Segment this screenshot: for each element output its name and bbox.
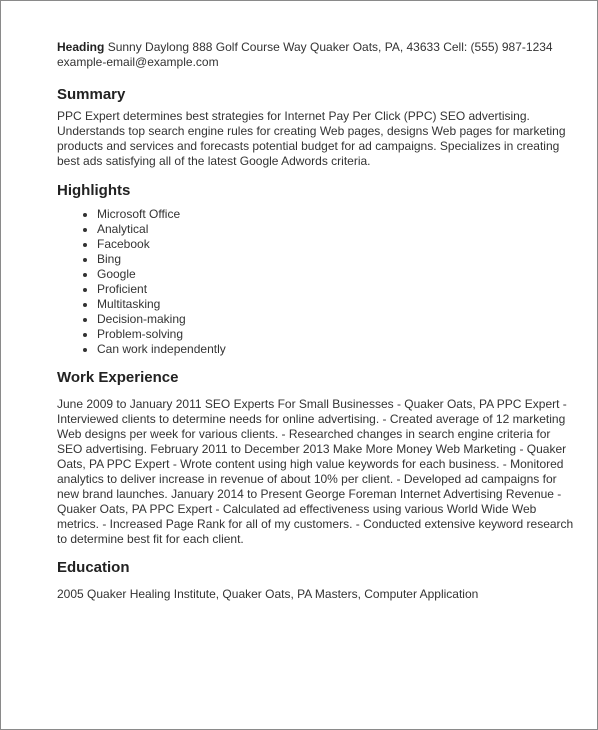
contact-header [57, 40, 577, 55]
contact-email: example-email@example.com [57, 55, 219, 69]
work-experience-title: Work Experience [57, 369, 179, 386]
highlight-item: Facebook [81, 237, 577, 252]
heading-label: Heading [57, 40, 105, 54]
contact-info: Sunny Daylong 888 Golf Course Way Quaker Oats, PA, 43633 Cell: (555) 987-1234 [107, 40, 553, 54]
highlight-item: Proficient [81, 282, 577, 297]
resume-document [57, 40, 577, 602]
education-text: 2005 Quaker Healing Institute, Quaker Oats, PA Masters, Computer Application [57, 587, 479, 601]
highlights-list [57, 207, 577, 357]
highlight-item: Microsoft Office [81, 207, 577, 222]
highlight-item: Google [81, 267, 577, 282]
highlight-item: Can work independently [81, 342, 577, 357]
highlight-item: Bing [81, 252, 577, 267]
education-title: Education [57, 559, 130, 576]
highlight-item: Multitasking [81, 297, 577, 312]
summary-title: Summary [57, 86, 126, 103]
highlights-title: Highlights [57, 182, 131, 199]
highlight-item: Problem-solving [81, 327, 577, 342]
highlight-item: Decision-making [81, 312, 577, 327]
work-experience-text: June 2009 to January 2011 SEO Experts For Small Businesses - Quaker Oats, PA PPC Expert - Interviewed clients to determine needs for online advertising. - Created average of 12 marketing Web designs per week for various clients. - Researched changes in search engine criteria for SEO advertising. February 2011 to December 2013 Make More Money Web Marketing - Quaker Oats, PA PPC Expert - Wrote content using high value keywords for each business. - Monitored analytics to deliver increase in revenue of about 10% per client. - Developed ad campaigns for new brand launches. January 2014 to Present George Foreman Internet Advertising Revenue - Quaker Oats, PA PPC Expert - Calculated ad effectiveness using various World Wide Web metrics. - Increased Page Rank for all of my customers. - Conducted extensive keyword research to determine best fit for each client. [57, 397, 574, 546]
summary-text: PPC Expert determines best strategies for Internet Pay Per Click (PPC) SEO advertising. Understands top search engine rules for creating Web pages, designs Web pages for marketing products and services and forecasts potential budget for ad campaigns. Specializes in creating best ads satisfying all of the latest Google Adwords criteria. [57, 109, 566, 168]
highlight-item: Analytical [81, 222, 577, 237]
